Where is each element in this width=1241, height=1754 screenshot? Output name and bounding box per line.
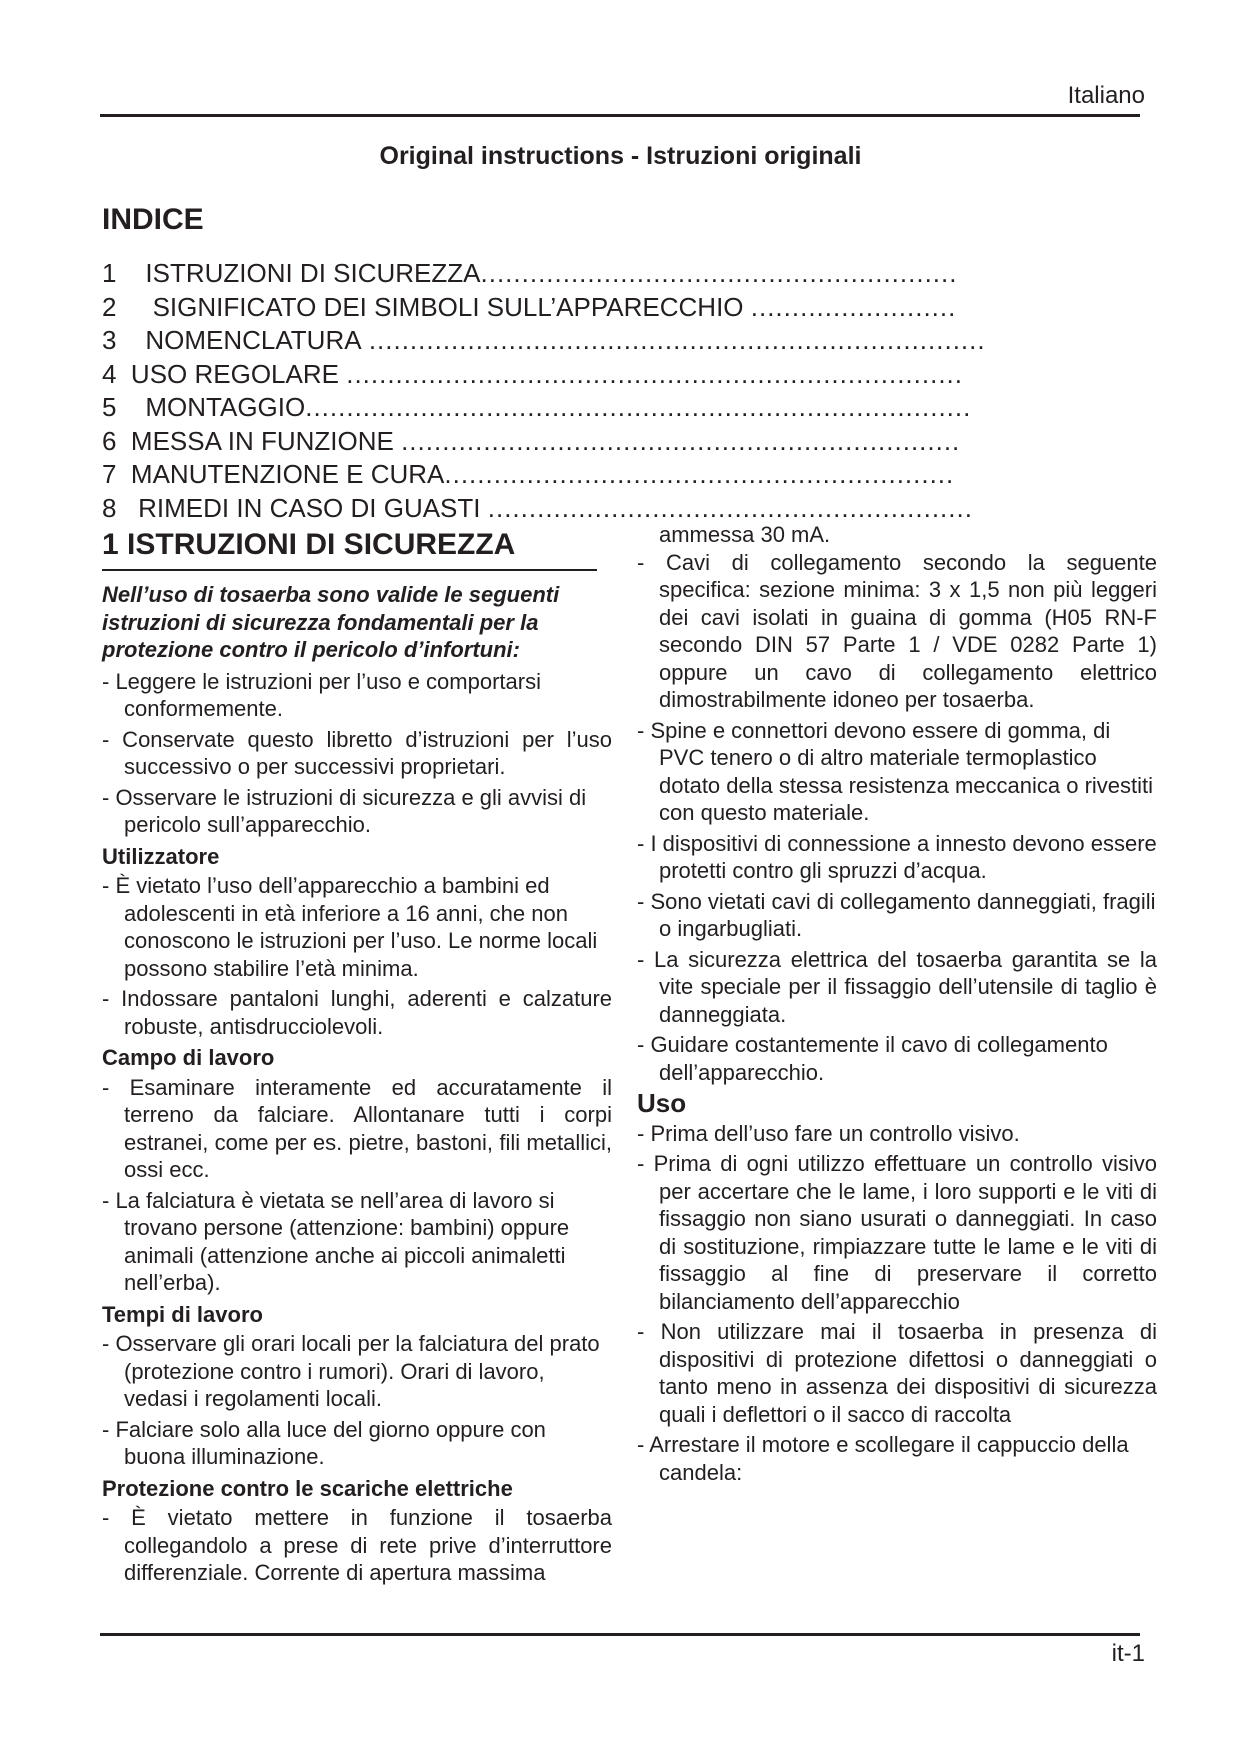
header-rule: [100, 114, 1140, 117]
list-item: - Prima di ogni utilizzo effettuare un controllo visivo per accertare che le lame, i loro supporti e le viti di fissaggio non siano usurati o danneggiati. In caso di sostituzione, rimpiazzare tutte le lame e le viti di fissaggio al fine di preservare il corretto bilanciamento dell’apparecchio: [637, 1151, 1157, 1314]
toc-entry[interactable]: [102, 358, 1102, 392]
list-item: - Non utilizzare mai il tosaerba in presenza di dispositivi di protezione difettosi o danneggiati o tanto meno in assenza dei dispositivi di sicurezza quali i deflettori o il sacco di raccolta: [637, 1319, 1157, 1427]
toc-entry-label: RIMEDI IN CASO DI GUASTI: [138, 492, 481, 523]
toc-entry-label: USO REGOLARE: [130, 358, 339, 389]
toc-entry-number: 8: [102, 492, 117, 523]
subheading-protezione: Protezione contro le scariche elettriche: [102, 1475, 513, 1501]
left-column: [102, 527, 612, 1590]
list-item: - Osservare le istruzioni di sicurezza e gli avvisi di pericolo sull’apparecchio.: [102, 784, 587, 837]
toc-leader-dots: ..........................................................: [480, 258, 958, 288]
language-label: Italiano: [1067, 82, 1145, 109]
list-item: - Cavi di collegamento secondo la seguente specifica: sezione minima: 3 x 1,5 non più leggeri dei cavi isolati in guaina di gomma (H05 RN-F secondo DIN 57 Parte 1 / VDE 0282 Parte 1) oppure un cavo di collegamento elettrico dimostrabilmente idoneo per tosaerba.: [637, 549, 1157, 712]
toc-leader-dots: ...........................................................................: [346, 358, 963, 389]
subheading-campo-di-lavoro: Campo di lavoro: [102, 1045, 275, 1070]
toc-entry-number: 6: [102, 425, 117, 456]
toc-entry-number: 4: [102, 358, 117, 389]
list-item: - Spine e connettori devono essere di gomma, di PVC tenero o di altro materiale termoplastico dotato della stessa resistenza meccanica o rivestiti con questo materiale.: [637, 717, 1154, 825]
toc-entry[interactable]: [102, 458, 1102, 492]
list-item: - È vietato l’uso dell’apparecchio a bambini ed adolescenti in età inferiore a 16 anni, che non conoscono le istruzioni per l’uso. Le norme locali possono stabilire l’età minima.: [102, 873, 598, 981]
toc-entry-label: MESSA IN FUNZIONE: [130, 425, 394, 456]
list-item: - Osservare gli orari locali per la falciatura del prato (protezione contro i rumori). Orari di lavoro, vedasi i regolamenti locali.: [102, 1331, 600, 1411]
list-item: - Leggere le istruzioni per l’uso e comportarsi conformemente.: [102, 668, 541, 721]
list-item: - Esaminare interamente ed accuratamente il terreno da falciare. Allontanare tutti i corpi estranei, come per es. pietre, bastoni, fili metallici, ossi ecc.: [102, 1074, 612, 1182]
table-of-contents: [102, 257, 1102, 525]
toc-entry-label: MONTAGGIO: [145, 392, 306, 422]
subheading-uso: Uso: [637, 1088, 687, 1118]
subheading-utilizzatore: Utilizzatore: [102, 843, 220, 869]
toc-entry-number: 7: [102, 459, 117, 489]
list-item: - Indossare pantaloni lunghi, aderenti e calzature robuste, antisdrucciolevoli.: [102, 986, 612, 1039]
toc-leader-dots: .................................................................................: [305, 392, 972, 422]
right-column: [637, 521, 1157, 1489]
toc-entry-label: MANUTENZIONE E CURA: [130, 459, 445, 489]
toc-entry[interactable]: [102, 492, 1102, 526]
list-item: - Arrestare il motore e scollegare il cappuccio della candela:: [637, 1432, 1129, 1485]
section-title: 1 ISTRUZIONI DI SICUREZZA: [102, 527, 597, 571]
toc-entry-label: SIGNIFICATO DEI SIMBOLI SULL’APPARECCHIO: [152, 291, 744, 322]
list-item: - È vietato mettere in funzione il tosaerba collegandolo a prese di rete prive d’interruttore differenziale. Corrente di apertura massima: [102, 1505, 612, 1585]
toc-leader-dots: ...........................................................: [487, 492, 973, 523]
toc-entry-number: 3: [102, 325, 117, 355]
section-intro: Nell’uso di tosaerba sono valide le seguenti istruzioni di sicurezza fondamentali per la protezione contro il pericolo d’infortuni:: [102, 582, 560, 662]
list-item: - I dispositivi di connessione a innesto devono essere protetti contro gli spruzzi d’acqua.: [637, 830, 1157, 883]
page-number: it-1: [1111, 1640, 1145, 1667]
document-title: Original instructions - Istruzioni originali: [379, 142, 862, 170]
toc-entry-number: 5: [102, 392, 117, 422]
list-item: - Sono vietati cavi di collegamento danneggiati, fragili o ingarbugliati.: [637, 888, 1156, 941]
toc-entry-number: 1: [102, 258, 117, 288]
toc-entry[interactable]: [102, 425, 1102, 459]
toc-entry[interactable]: [102, 291, 1102, 325]
toc-leader-dots: ..............................................................: [444, 459, 955, 489]
list-item: - Prima dell’uso fare un controllo visivo.: [637, 1120, 1020, 1146]
toc-entry-number: 2: [102, 291, 117, 322]
footer-rule: [100, 1633, 1140, 1636]
list-item: - La falciatura è vietata se nell’area di lavoro si trovano persone (attenzione: bambini) oppure animali (attenzione anche ai piccoli animaletti nell’erba).: [102, 1187, 570, 1295]
continuation-text: ammessa 30 mA.: [659, 522, 831, 547]
toc-entry[interactable]: [102, 324, 1102, 358]
toc-leader-dots: .........................: [750, 291, 957, 322]
toc-heading: INDICE: [102, 203, 204, 236]
subheading-tempi-di-lavoro: Tempi di lavoro: [102, 1301, 263, 1327]
list-item: - Guidare costantemente il cavo di collegamento dell’apparecchio.: [637, 1032, 1108, 1085]
toc-entry-label: NOMENCLATURA: [145, 325, 362, 355]
toc-entry[interactable]: [102, 257, 1102, 291]
toc-leader-dots: ....................................................................: [401, 425, 961, 456]
toc-entry[interactable]: [102, 391, 1102, 425]
list-item: - Conservate questo libretto d’istruzioni per l’uso successivo o per successivi proprietari.: [102, 726, 612, 779]
toc-entry-label: ISTRUZIONI DI SICUREZZA: [145, 258, 481, 288]
list-item: - Falciare solo alla luce del giorno oppure con buona illuminazione.: [102, 1416, 546, 1469]
toc-leader-dots: ...........................................................................: [368, 325, 986, 355]
list-item: - La sicurezza elettrica del tosaerba garantita se la vite speciale per il fissaggio dell’utensile di taglio è danneggiata.: [637, 946, 1157, 1027]
